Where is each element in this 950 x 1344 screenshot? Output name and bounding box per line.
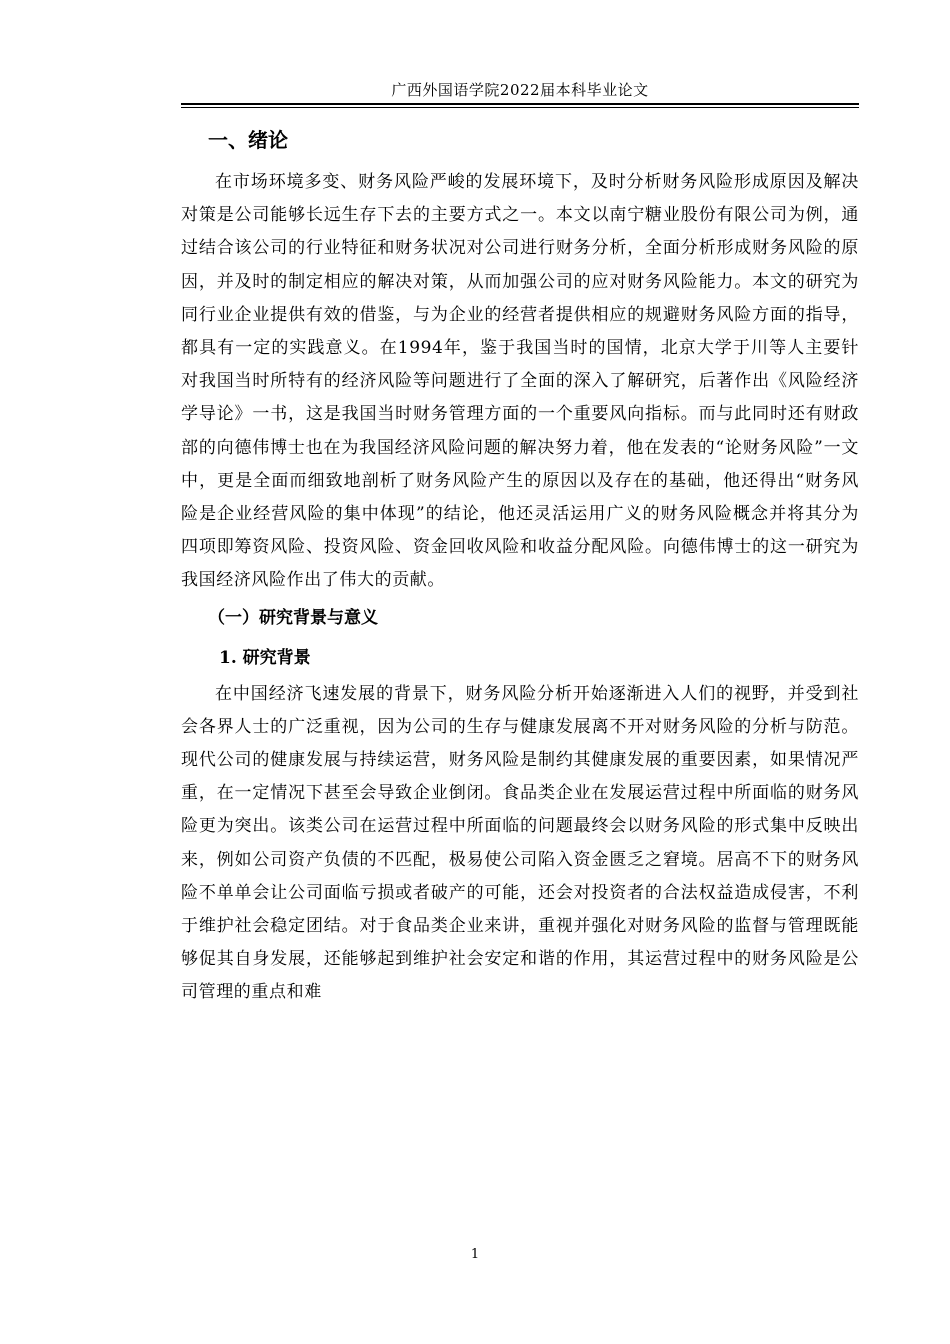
running-header: 广西外国语学院2022届本科毕业论文 [391, 81, 649, 99]
intro-paragraph: 在市场环境多变、财务风险严峻的发展环境下，及时分析财务风险形成原因及解决对策是公司能够长远生存下去的主要方式之一。本文以南宁糖业股份有限公司为例，通过结合该公司的行业特征和财务状况对公司进行财务分析，全面分析形成财务风险的原因，并及时的制定相应的解决对策，从而加强公司的应对财务风险能力。本文的研究为同行业企业提供有效的借鉴，与为企业的经营者提供相应的规避财务风险方面的指导，都具有一定的实践意义。在1994年，鉴于我国当时的国情，北京大学于川等人主要针对我国当时所特有的经济风险等问题进行了全面的深入了解研究，后著作出《风险经济学导论》一书，这是我国当时财务管理方面的一个重要风向指标。而与此同时还有财政部的向德伟博士也在为我国经济风险问题的解决努力着，他在发表的“论财务风险”一文中，更是全面而细致地剖析了财务风险产生的原因以及存在的基础，他还得出“财务风险是企业经营风险的集中体现”的结论，他还灵活运用广义的财务风险概念并将其分为四项即筹资风险、投资风险、资金回收风险和收益分配风险。向德伟博士的这一研究为我国经济风险作出了伟大的贡献。 [181, 172, 859, 591]
chapter-heading: 一、绪论 [208, 128, 288, 152]
page-number: 1 [470, 1247, 480, 1262]
header-rule-thin [181, 107, 859, 108]
section-heading: （一）研究背景与意义 [208, 607, 378, 628]
subsection-heading: 1. 研究背景 [219, 647, 311, 668]
background-paragraph: 在中国经济飞速发展的背景下，财务风险分析开始逐渐进入人们的视野，并受到社会各界人士的广泛重视，因为公司的生存与健康发展离不开对财务风险的分析与防范。现代公司的健康发展与持续运营，财务风险是制约其健康发展的重要因素，如果情况严重，在一定情况下甚至会导致企业倒闭。食品类企业在发展运营过程中所面临的财务风险更为突出。该类公司在运营过程中所面临的问题最终会以财务风险的形式集中反映出来，例如公司资产负债的不匹配，极易使公司陷入资金匮乏之窘境。居高不下的财务风险不单单会让公司面临亏损或者破产的可能，还会对投资者的合法权益造成侵害，不利于维护社会稳定团结。对于食品类企业来讲，重视并强化对财务风险的监督与管理既能够促其自身发展，还能够起到维护社会安定和谐的作用，其运营过程中的财务风险是公司管理的重点和难 [181, 683, 859, 1003]
header-rule [181, 103, 859, 105]
page-body [181, 120, 859, 1010]
